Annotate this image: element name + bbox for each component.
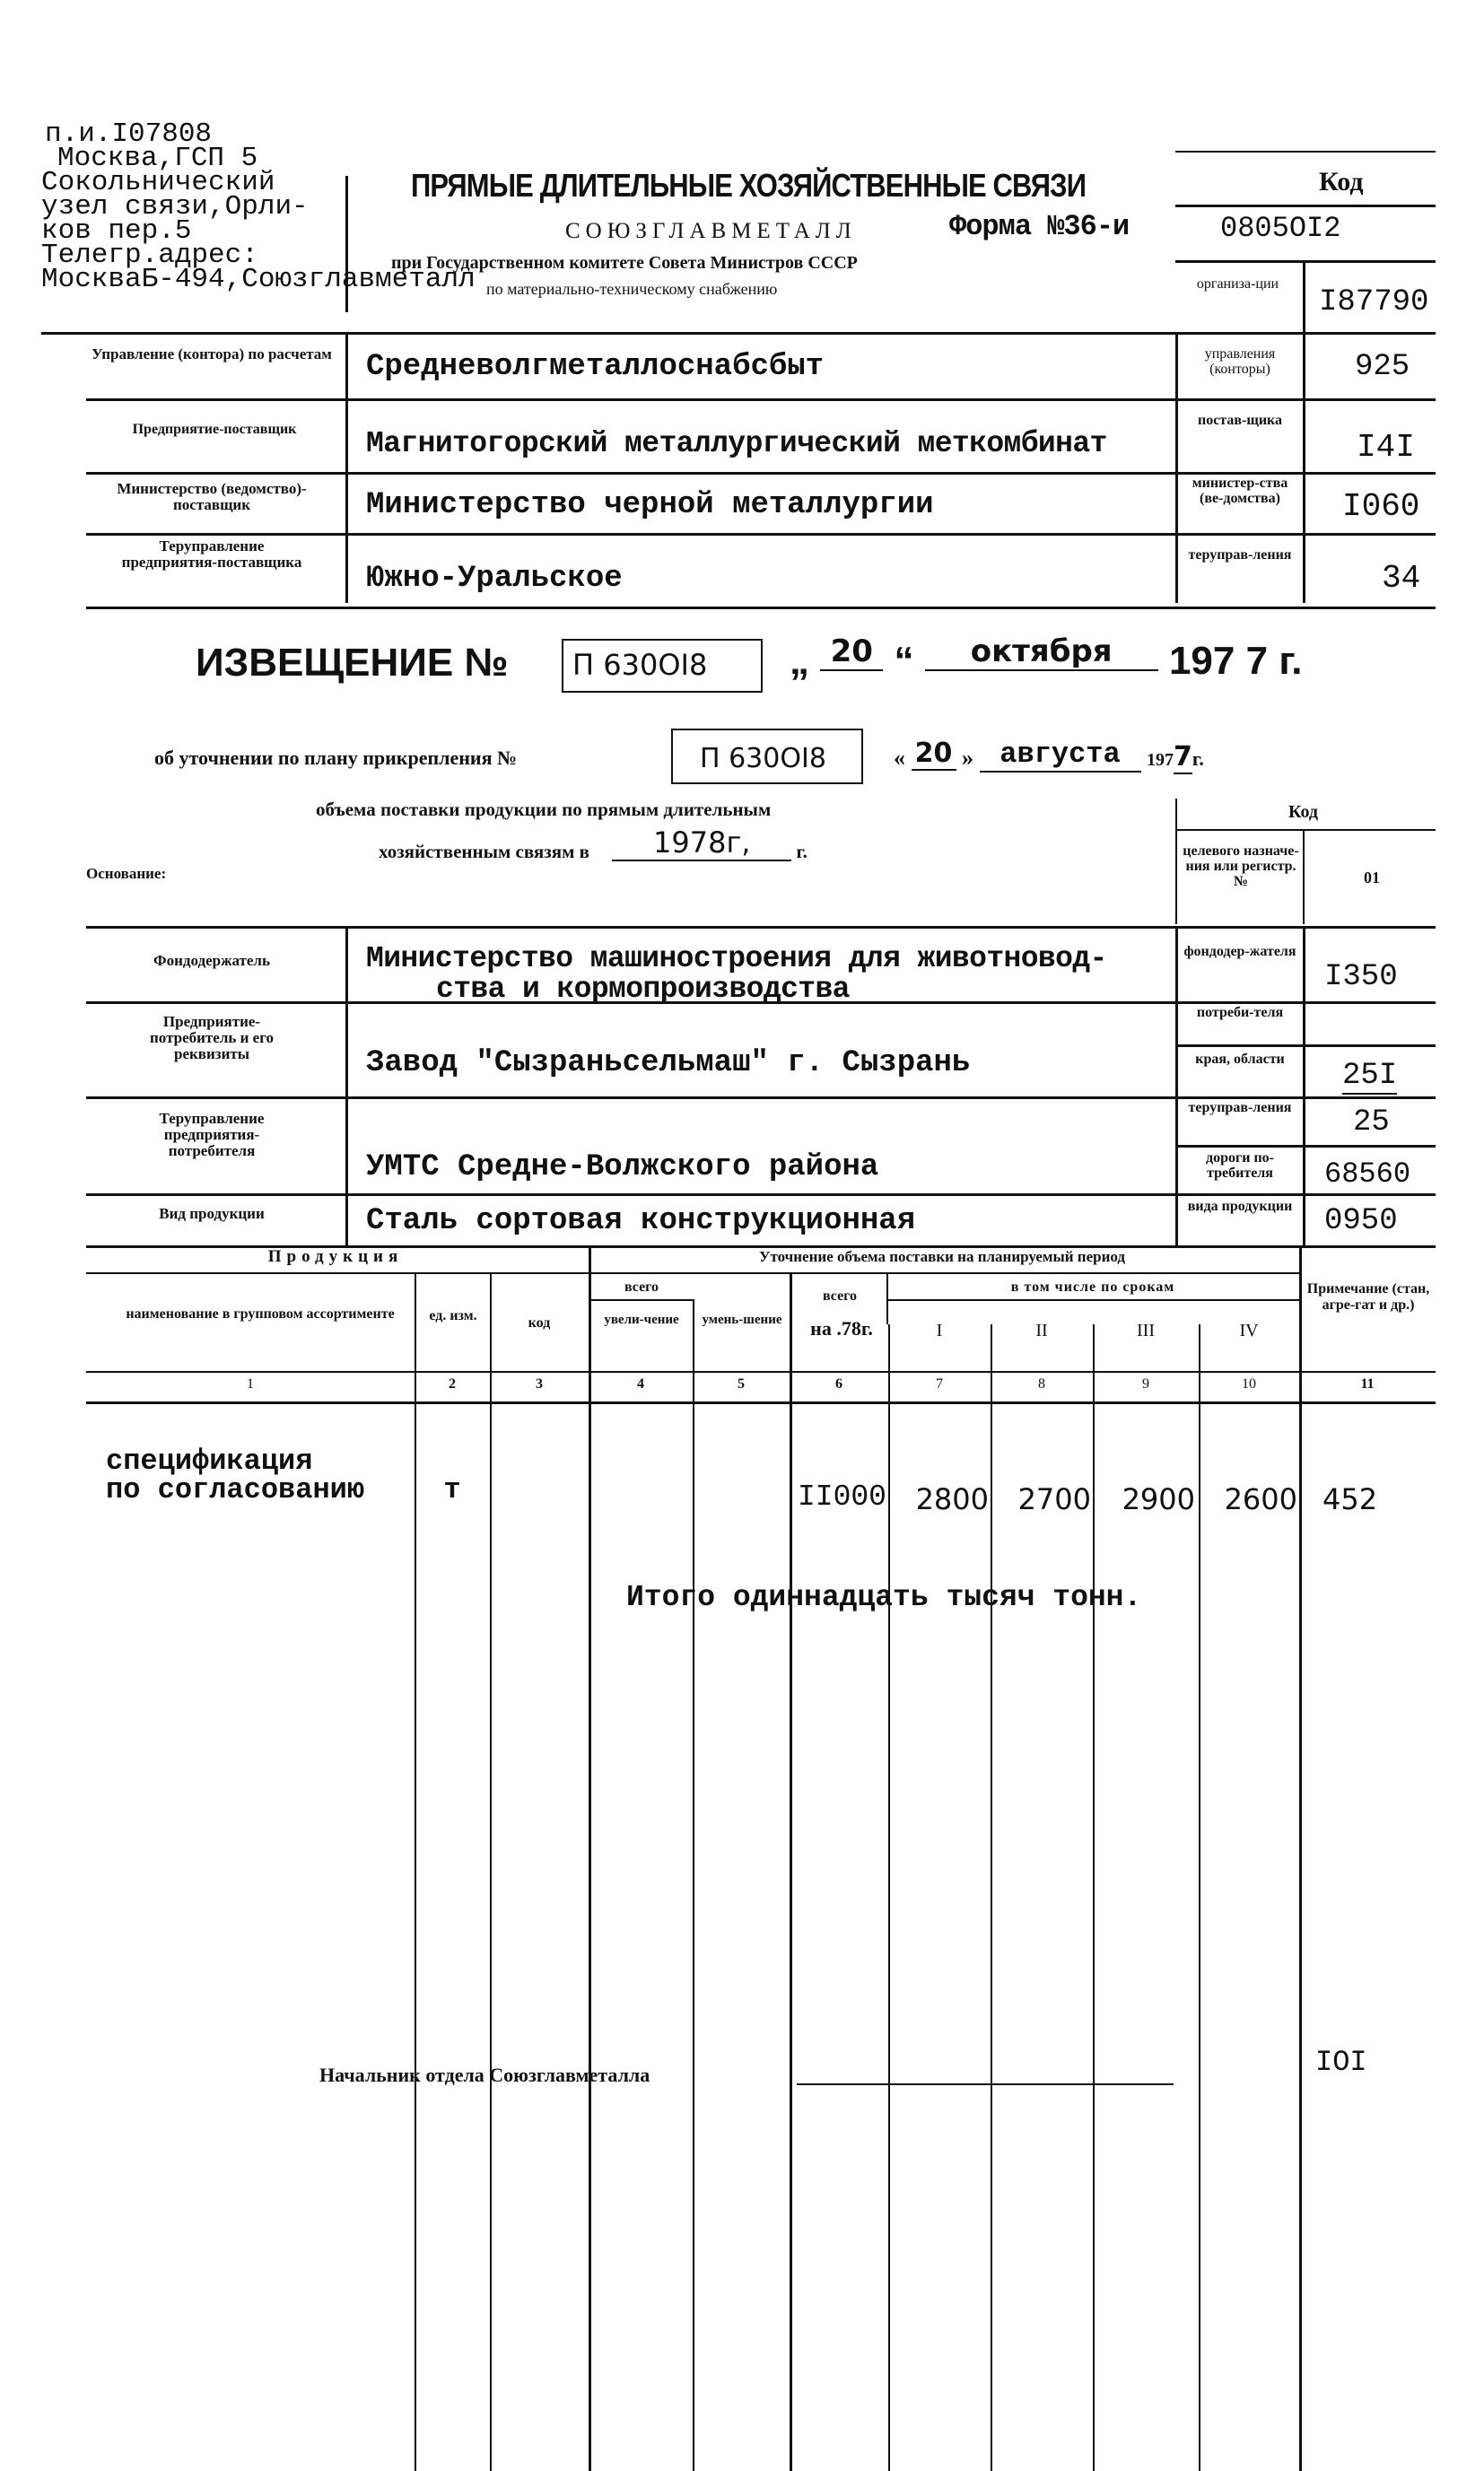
- purpose-code-label: целевого назначе-ния или регистр. №: [1183, 843, 1299, 889]
- org-code-label: организа-ции: [1196, 276, 1279, 292]
- form-code: 0805OI2: [1220, 212, 1341, 245]
- group-total-header: всего: [624, 1279, 659, 1295]
- purpose-code: 01: [1364, 869, 1380, 886]
- row-note: 452: [1323, 1482, 1378, 1516]
- consumer-territorial-code-label: теруправ-ления: [1188, 1100, 1292, 1115]
- supplier-ministry-code-label: министер-ства (ве-домства): [1192, 476, 1288, 506]
- row-unit: т: [443, 1473, 461, 1506]
- supplier-territorial-code-label: теруправ-ления: [1188, 547, 1292, 563]
- consumer-code-label: потреби-теля: [1196, 1005, 1284, 1020]
- consumer-value: Завод "Сызраньсельмаш" г. Сызрань: [366, 1046, 971, 1080]
- row-q1: 2800: [915, 1482, 989, 1516]
- col-total-year-header: [795, 1317, 888, 1340]
- sender-line: МоскваБ-494,Союзглавметалл: [41, 264, 476, 295]
- volume-year: 1978г,: [612, 825, 791, 861]
- payment-office-value: Средневолгметаллоснабсбыт: [366, 350, 825, 384]
- notice-number-box: [562, 639, 763, 693]
- supplier-code: I4I: [1357, 429, 1415, 466]
- supplier-ministry-code: I060: [1342, 488, 1420, 525]
- col-q1-header: I: [936, 1321, 943, 1340]
- payment-office-code-label: управления (конторы): [1204, 346, 1276, 377]
- col-num: 9: [1142, 1376, 1149, 1392]
- header-sub2: по материально-техническому снабжению: [486, 280, 778, 298]
- clarif-year-prefix: 197: [1147, 750, 1174, 770]
- col-num: 4: [637, 1376, 644, 1392]
- product-type-code: 0950: [1324, 1204, 1398, 1238]
- page-number: IOI: [1315, 2046, 1367, 2079]
- consumer-territorial-value: УМТС Средне-Волжского района: [366, 1150, 879, 1184]
- org-name: СОЮЗГЛАВМЕТАЛЛ: [565, 219, 857, 243]
- sender-line: п.и.I07808: [45, 118, 213, 150]
- row-q3: 2900: [1122, 1482, 1195, 1516]
- col-total-header: всего: [822, 1288, 858, 1304]
- col-num: 2: [449, 1376, 456, 1392]
- col-num: 7: [936, 1376, 943, 1392]
- product-type-value: Сталь сортовая конструкционная: [366, 1204, 916, 1238]
- payment-office-code: 925: [1355, 350, 1410, 384]
- col-q3-header: III: [1137, 1321, 1155, 1340]
- product-type-label: Вид продукции: [159, 1205, 265, 1222]
- sender-line: Москва,ГСП 5: [57, 143, 258, 174]
- total-text: Итого одиннадцать тысяч тонн.: [626, 1581, 1142, 1614]
- col-num: 6: [835, 1376, 842, 1392]
- consumer-territorial-label: Теруправление предприятия-потребителя: [159, 1110, 265, 1159]
- form-title: ПРЯМЫЕ ДЛИТЕЛЬНЫЕ ХОЗЯЙСТВЕННЫЕ СВЯЗИ: [411, 167, 1087, 204]
- col-num: 8: [1038, 1376, 1045, 1392]
- code-title: Код: [1319, 167, 1364, 196]
- clarif-day: 20: [912, 738, 956, 771]
- notice-quote-close: “: [894, 639, 914, 683]
- row-name-2: по согласованию: [106, 1473, 365, 1506]
- clarif-year-digit: 7: [1174, 741, 1192, 773]
- clarif-quote-close: »: [962, 745, 973, 771]
- supplier-label: Предприятие-поставщик: [132, 422, 297, 437]
- col-unit-header: ед. изм.: [429, 1308, 477, 1323]
- fund-holder-value-2: ства и кормопроизводства: [436, 973, 850, 1006]
- notice-year-digit: 7: [1245, 639, 1269, 683]
- clarif-number: П 630OI8: [700, 743, 826, 774]
- row-q4: 2600: [1224, 1482, 1297, 1516]
- sender-line: ков пер.5: [41, 215, 192, 247]
- clarif-date: [894, 738, 1204, 776]
- notice-title: ИЗВЕЩЕНИЕ №: [196, 641, 509, 685]
- basis-label: Основание:: [86, 865, 167, 882]
- header-sub1: при Государственном комитете Совета Министров СССР: [391, 253, 858, 273]
- notice-quote-open: „: [790, 639, 809, 683]
- clarif-text: об уточнении по плану прикрепления №: [154, 747, 518, 769]
- clarif-month: августа: [980, 738, 1141, 773]
- supplier-territorial-label: Теруправление предприятия-поставщика: [121, 537, 302, 571]
- product-type-code-label: вида продукции: [1187, 1199, 1293, 1214]
- clarif-year-suffix: г.: [1192, 747, 1204, 770]
- sender-line: Телегр.адрес:: [41, 240, 258, 271]
- fund-holder-value-1: Министерство машиностроения для животновод-: [366, 942, 1107, 975]
- sender-line: Сокольнический: [41, 167, 275, 198]
- col-note-header: Примечание (стан, агре-гат и др.): [1306, 1281, 1430, 1313]
- supplier-ministry-value: Министерство черной металлургии: [366, 488, 934, 522]
- supplier-ministry-label: Министерство (ведомство)-поставщик: [117, 480, 307, 513]
- supplier-code-label: постав-щика: [1197, 413, 1283, 428]
- row-total: II000: [797, 1480, 886, 1514]
- col-num: 10: [1242, 1376, 1256, 1392]
- col-total-year: на .78г.: [810, 1317, 873, 1340]
- col-num: 3: [536, 1376, 543, 1392]
- col-num: 11: [1360, 1376, 1375, 1392]
- volume-line2: [379, 825, 807, 867]
- group-clarif-header: Уточнение объема поставки на планируемый период: [759, 1248, 1125, 1265]
- sender-line: узел связи,Орли-: [41, 191, 309, 223]
- region-code-label: края, области: [1195, 1052, 1285, 1067]
- supplier-territorial-value: Южно-Уральское: [366, 562, 623, 596]
- clarif-quote-open: «: [894, 745, 905, 771]
- notice-month: октября: [925, 633, 1158, 671]
- fund-holder-code: I350: [1324, 960, 1398, 994]
- code2-title: Код: [1288, 802, 1319, 822]
- notice-year-suffix: г.: [1279, 639, 1303, 683]
- col-q4-header: IV: [1239, 1321, 1259, 1340]
- row-q2: 2700: [1017, 1482, 1091, 1516]
- col-increase-header: увели-чение: [604, 1313, 679, 1327]
- fund-holder-label: Фондодержатель: [153, 952, 270, 969]
- road-code: 68560: [1324, 1157, 1411, 1191]
- org-code: I87790: [1319, 285, 1429, 319]
- supplier-territorial-code: 34: [1382, 560, 1421, 597]
- col-decrease-header: умень-шение: [702, 1313, 782, 1327]
- col-name-header: наименование в групповом ассортименте: [126, 1306, 395, 1322]
- consumer-territorial-code: 25: [1353, 1105, 1390, 1139]
- col-q2-header: II: [1035, 1321, 1048, 1340]
- road-code-label: дороги по-требителя: [1205, 1150, 1275, 1181]
- volume-line2-text: хозяйственным связям в: [379, 841, 589, 862]
- volume-suffix: г.: [796, 841, 807, 862]
- consumer-label: Предприятие-потребитель и его реквизиты: [150, 1013, 274, 1062]
- group-terms-header: в том числе по срокам: [1010, 1279, 1175, 1295]
- row-name-1: спецификация: [106, 1445, 313, 1478]
- clarif-number-box: [671, 729, 863, 784]
- volume-line1: объема поставки продукции по прямым длительным: [316, 799, 772, 820]
- col-num: 1: [247, 1376, 254, 1392]
- signature-line: [797, 2083, 1174, 2085]
- region-code: 25I: [1342, 1059, 1398, 1093]
- payment-office-label: Управление (контора) по расчетам: [92, 345, 332, 362]
- signature-label: Начальник отдела Союзглавметалла: [319, 2064, 650, 2086]
- group-products-header: Продукция: [267, 1247, 404, 1266]
- form-number: Форма №36-и: [949, 210, 1130, 243]
- notice-day: 20: [820, 633, 883, 671]
- notice-number: П 630OI8: [572, 648, 708, 682]
- col-code-header: код: [528, 1315, 551, 1331]
- fund-holder-code-label: фондодер-жателя: [1183, 944, 1296, 959]
- supplier-value: Магнитогорский металлургический меткомбинат: [366, 427, 1107, 460]
- col-num: 5: [738, 1376, 745, 1392]
- notice-year-prefix: 197: [1168, 639, 1235, 683]
- notice-date: [790, 633, 1303, 684]
